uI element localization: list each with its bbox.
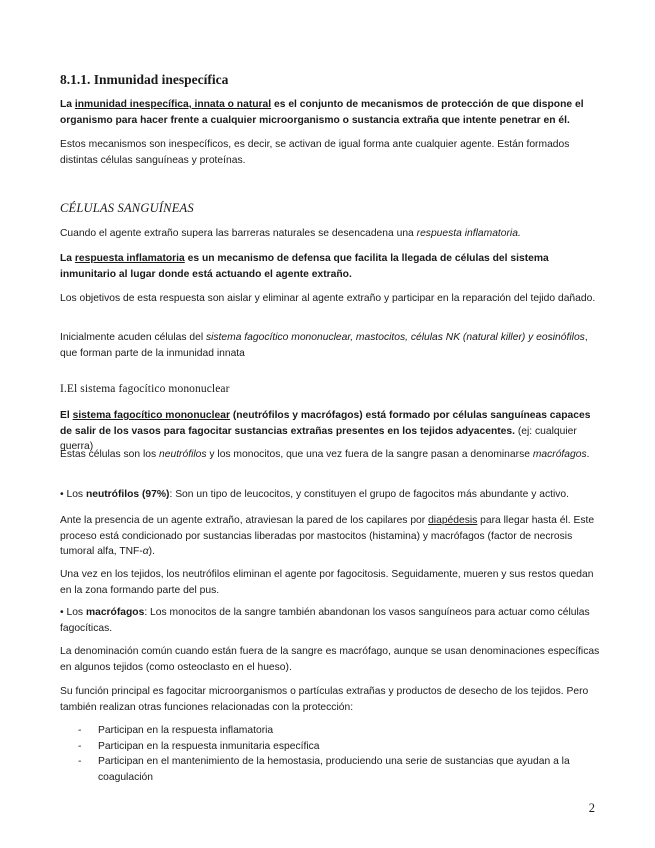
text: Cuando el agente extraño supera las barreras naturales se desencadena una — [60, 228, 417, 239]
term-underlined: inmunidad inespecífica, innata o natural — [74, 99, 272, 110]
dash-marker: - — [78, 740, 82, 752]
dash-marker: - — [78, 725, 82, 736]
text: , que forman parte de la inmunidad innata — [60, 332, 588, 359]
page-number: 2 — [588, 801, 595, 815]
list-item-text: Participan en la respuesta inmunitaria específica — [98, 740, 320, 752]
term-bold: macrófagos — [85, 607, 145, 618]
list-item — [60, 739, 600, 755]
paragraph-tejidos: Una vez en los tejidos, los neutrófilos eliminan el agente por fagocitosis. Seguidamente, mueren y sus restos quedan en la zona formando parte del pus. — [60, 569, 594, 596]
text: Ante la presencia de un agente extraño, atraviesan la pared de los capilares por — [60, 515, 429, 526]
functions-list — [60, 723, 600, 785]
subsection-title-sistema-fagocitico: I.El sistema fagocítico mononuclear — [60, 383, 230, 395]
list-item — [60, 754, 600, 785]
paragraph-neutrofilos — [60, 487, 600, 503]
list-item-text: Participan en la respuesta inflamatoria — [98, 725, 274, 736]
paragraph-celulas — [60, 447, 600, 463]
paragraph-intro — [60, 97, 600, 128]
text: La — [60, 253, 75, 264]
text: Inicialmente acuden células del — [60, 332, 206, 343]
text: El — [60, 410, 73, 421]
text: : Son un tipo de leucocitos, y constituyen el grupo de fagocitos más abundante y activo. — [169, 489, 570, 500]
paragraph-agente — [60, 226, 600, 242]
list-item — [60, 723, 600, 739]
heading-inmunidad-inespecifica: 8.1.1. Inmunidad inespecífica — [60, 72, 229, 87]
paragraph-denominacion: La denominación común cuando están fuera de la sangre es macrófago, aunque se usan denominaciones específicas en algunos tejidos (como osteoclasto en el hueso). — [60, 646, 600, 673]
text: es el conjunto de mecanismos de protección de que dispone el organismo para hacer frente a cualquier microorganismo o sustancia extraña que intente penetrar en él. — [60, 99, 584, 126]
term-underlined: sistema fagocítico mononuclear — [72, 410, 230, 421]
text: (neutrófilos y macrófagos) está formado por células sanguíneas capaces de salir de los vasos para fagocitar sustancias extrañas presentes en los tejidos adyacentes. — [60, 410, 591, 437]
term-bold: neutrófilos (97%) — [85, 489, 170, 500]
text: para llegar hasta él. Este proceso está condicionado por sustancias liberadas por mastocitos (histamina) y macrófagos (factor de necrosis tumoral alfa, TNF- — [60, 515, 595, 557]
term-italic: neutrófilos — [159, 449, 207, 460]
paragraph-diapedesis — [60, 513, 600, 560]
note: (ej: cualquier guerra) — [60, 425, 577, 452]
section-title-celulas-sanguineas: CÉLULAS SANGUÍNEAS — [60, 201, 194, 215]
term-italic: respuesta inflamatoria. — [416, 228, 521, 239]
text: Estas células son los — [60, 449, 160, 460]
paragraph-macrofagos — [60, 605, 600, 636]
paragraph-respuesta-inflamatoria — [60, 251, 600, 282]
term-underlined: diapédesis — [428, 515, 478, 526]
paragraph-mecanismos: Estos mecanismos son inespecíficos, es decir, se activan de igual forma ante cualquier agente. Están formados distintas células sanguíneas y proteínas. — [60, 139, 570, 166]
term-italic: sistema fagocítico mononuclear, mastocitos, células NK (natural killer) y eosinófilos — [205, 332, 585, 343]
text: : Los monocitos de la sangre también abandonan los vasos sanguíneos para actuar como células fagocíticas. — [60, 607, 590, 634]
paragraph-inicialmente — [60, 330, 600, 361]
bullet: • Los — [60, 489, 86, 500]
term-underlined: respuesta inflamatoria — [74, 253, 185, 264]
bullet: • Los — [60, 607, 86, 618]
list-item-text: Participan en el mantenimiento de la hemostasia, produciendo una serie de sustancias que ayudan a la coagulación — [98, 756, 570, 783]
text: La — [60, 99, 75, 110]
text: . — [586, 449, 590, 460]
text: ). — [148, 546, 155, 557]
term-italic: macrófagos — [532, 449, 587, 460]
alpha-symbol: α — [142, 546, 149, 557]
text: y los monocitos, que una vez fuera de la sangre pasan a denominarse — [206, 449, 533, 460]
text: es un mecanismo de defensa que facilita la llegada de células del sistema inmunitario al lugar donde está actuando el agente extraño. — [60, 253, 549, 280]
dash-marker: - — [78, 756, 82, 767]
paragraph-objetivos: Los objetivos de esta respuesta son aislar y eliminar al agente extraño y participar en la reparación del tejido dañado. — [60, 293, 596, 304]
paragraph-funcion: Su función principal es fagocitar microorganismos o partículas extrañas y productos de desecho de los tejidos. Pero también realizan otras funciones relacionadas con la protección: — [60, 686, 589, 713]
